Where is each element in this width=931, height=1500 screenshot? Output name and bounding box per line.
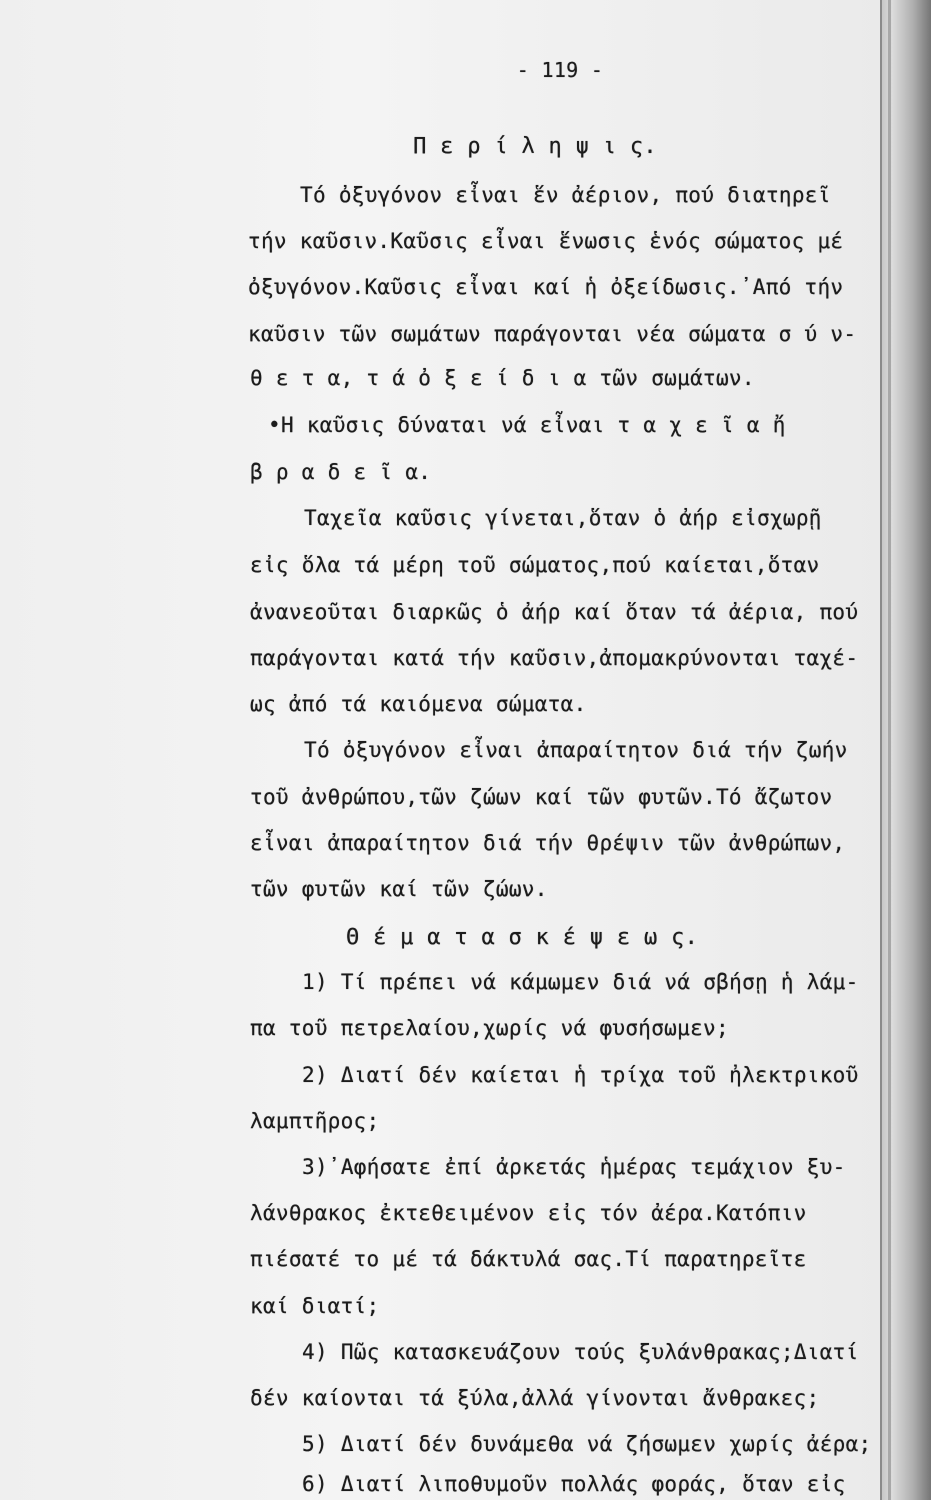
paragraph-line: •Η καῦσις δύναται νά εἶναι τ α χ ε ῖ α ἤ bbox=[268, 413, 786, 437]
binding-line bbox=[888, 0, 891, 1500]
question-line: λαμπτῆρος; bbox=[250, 1109, 380, 1133]
paragraph-line: τήν καῦσιν.Καῦσις εἶναι ἕνωσις ἑνός σώματος μέ bbox=[248, 229, 844, 253]
paragraph-line: εἶναι ἀπαραίτητον διά τήν θρέψιν τῶν ἀνθρώπων, bbox=[250, 831, 846, 855]
paragraph-line: θ ε τ α, τ ά ὀ ξ ε ί δ ι α τῶν σωμάτων. bbox=[250, 366, 755, 390]
question-line: 1) Τί πρέπει νά κάμωμεν διά νά σβήσῃ ἡ λάμ- bbox=[302, 970, 859, 994]
paragraph-line: β ρ α δ ε ῖ α. bbox=[250, 460, 432, 484]
question-line: 6) Διατί λιποθυμοῦν πολλάς φοράς, ὅταν εἰς bbox=[302, 1472, 846, 1496]
question-line: 2) Διατί δέν καίεται ἡ τρίχα τοῦ ἠλεκτρικοῦ bbox=[302, 1063, 859, 1087]
paragraph-line: εἰς ὅλα τά μέρη τοῦ σώματος,πού καίεται,ὅταν bbox=[250, 553, 820, 577]
paragraph-line: Ταχεῖα καῦσις γίνεται,ὅταν ὁ ἀήρ εἰσχωρῇ bbox=[304, 506, 822, 530]
paragraph-line: ἀνανεοῦται διαρκῶς ὁ ἀήρ καί ὅταν τά ἀέρια, πού bbox=[250, 600, 859, 624]
paragraph-line: τοῦ ἀνθρώπου,τῶν ζώων καί τῶν φυτῶν.Τό ἄζωτον bbox=[250, 785, 833, 809]
question-line: πιέσατέ το μέ τά δάκτυλά σας.Τί παρατηρεῖτε bbox=[250, 1247, 807, 1271]
question-line: 5) Διατί δέν δυνάμεθα νά ζήσωμεν χωρίς ἀέρα; bbox=[302, 1432, 872, 1456]
paragraph-line: τῶν φυτῶν καί τῶν ζώων. bbox=[250, 877, 548, 901]
question-line: καί διατί; bbox=[250, 1294, 380, 1318]
question-line: 4) Πῶς κατασκευάζουν τούς ξυλάνθρακας;Διατί bbox=[302, 1340, 859, 1364]
subheading: Θ έ μ α τ α σ κ έ ψ ε ω ς. bbox=[346, 925, 699, 950]
question-line: δέν καίονται τά ξύλα,ἀλλά γίνονται ἄνθρακες; bbox=[250, 1386, 820, 1410]
paragraph-line: ὀξυγόνον.Καῦσις εἶναι καί ἡ ὀξείδωσις.᾽Από τήν bbox=[248, 275, 844, 299]
paragraph-line: Τό ὀξυγόνον εἶναι ἀπαραίτητον διά τήν ζωήν bbox=[304, 738, 848, 762]
paragraph-line: παράγονται κατά τήν καῦσιν,ἀπομακρύνονται ταχέ- bbox=[250, 646, 859, 670]
heading: Π ε ρ ί λ η ψ ι ς. bbox=[413, 134, 657, 159]
paragraph-line: ως ἀπό τά καιόμενα σώματα. bbox=[250, 692, 587, 716]
question-line: 3)᾽Αφήσατε ἐπί ἀρκετάς ἡμέρας τεμάχιον ξυ- bbox=[302, 1155, 846, 1179]
page-number: - 119 - bbox=[516, 58, 604, 82]
question-line: λάνθρακος ἐκτεθειμένον εἰς τόν ἀέρα.Κατόπιν bbox=[250, 1201, 807, 1225]
paragraph-line: Τό ὀξυγόνον εἶναι ἕν ἀέριον, πού διατηρεῖ bbox=[300, 183, 831, 207]
question-line: πα τοῦ πετρελαίου,χωρίς νά φυσήσωμεν; bbox=[250, 1016, 729, 1040]
paragraph-line: καῦσιν τῶν σωμάτων παράγονται νέα σώματα σ ύ ν- bbox=[248, 322, 857, 346]
